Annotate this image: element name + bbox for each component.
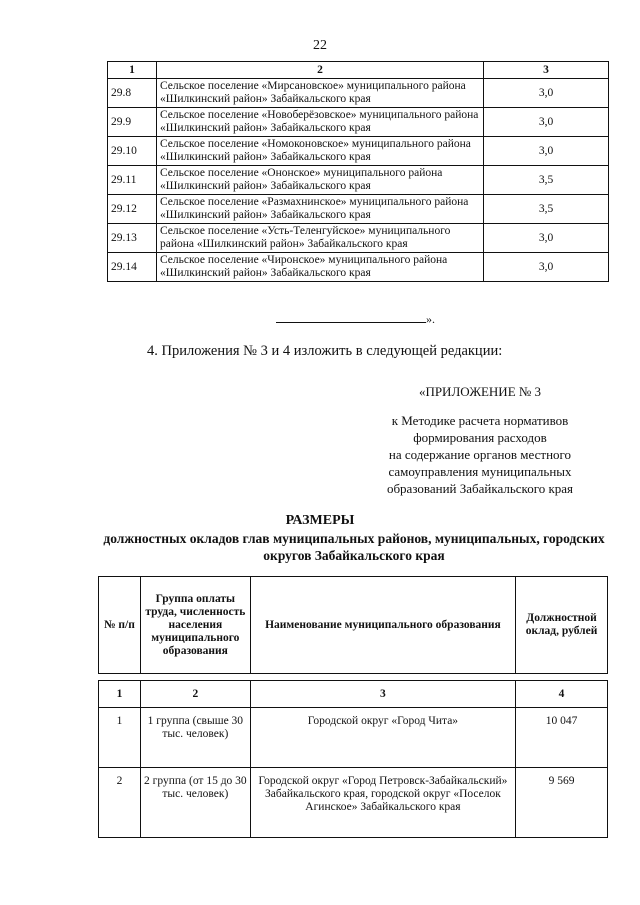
column-number: 2 <box>140 681 250 708</box>
column-number: 1 <box>99 681 141 708</box>
coefficient-value: 3,0 <box>484 79 609 108</box>
column-header-group: Группа оплаты труда, численность населения муниципального образования <box>140 577 250 674</box>
column-header: 3 <box>484 62 609 79</box>
settlement-name: Сельское поселение «Размахнинское» муниципального района «Шилкинский район» Забайкальского края <box>157 195 484 224</box>
table-row <box>108 137 609 166</box>
column-number: 3 <box>250 681 515 708</box>
table-row <box>108 79 609 108</box>
coefficient-value: 3,0 <box>484 108 609 137</box>
column-header-salary: Должностной оклад, рублей <box>516 577 608 674</box>
appendix-line: на содержание органов местного <box>388 447 572 462</box>
sizes-title: РАЗМЕРЫ <box>285 513 355 528</box>
column-number: 4 <box>516 681 608 708</box>
row-number: 1 <box>99 708 141 768</box>
row-number: 29.12 <box>108 195 157 224</box>
table-spacer <box>99 674 608 681</box>
table-row <box>108 108 609 137</box>
row-number: 29.8 <box>108 79 157 108</box>
row-number: 29.14 <box>108 253 157 282</box>
table-header-row <box>99 577 608 674</box>
appendix-line: самоуправления муниципальных <box>388 464 572 479</box>
row-number: 29.9 <box>108 108 157 137</box>
closing-quote: ». <box>426 312 435 326</box>
municipality-name: Городской округ «Город Петровск-Забайкальский» Забайкальского края, городской округ «Поселок Агинское» Забайкальского края <box>250 768 515 838</box>
pay-group: 2 группа (от 15 до 30 тыс. человек) <box>140 768 250 838</box>
table-row <box>108 224 609 253</box>
settlements-table <box>107 61 609 282</box>
coefficient-value: 3,0 <box>484 253 609 282</box>
table-row <box>108 253 609 282</box>
table-row <box>99 768 608 838</box>
pay-group: 1 группа (свыше 30 тыс. человек) <box>140 708 250 768</box>
appendix-title: «ПРИЛОЖЕНИЕ № 3 <box>418 384 542 399</box>
closing-line <box>276 312 435 327</box>
salary-value: 9 569 <box>516 768 608 838</box>
settlement-name: Сельское поселение «Усть-Теленгуйское» муниципального района «Шилкинский район» Забайкальского края <box>157 224 484 253</box>
appendix-line: формирования расходов <box>413 430 547 445</box>
page-number: 22 <box>313 38 327 53</box>
table-header-row <box>108 62 609 79</box>
row-number: 29.11 <box>108 166 157 195</box>
appendix-line: к Методике расчета нормативов <box>391 413 569 428</box>
coefficient-value: 3,0 <box>484 137 609 166</box>
settlement-name: Сельское поселение «Новоберёзовское» муниципального района «Шилкинский район» Забайкальского края <box>157 108 484 137</box>
coefficient-value: 3,5 <box>484 166 609 195</box>
coefficient-value: 3,0 <box>484 224 609 253</box>
row-number: 29.10 <box>108 137 157 166</box>
column-header: 2 <box>157 62 484 79</box>
table-row <box>99 708 608 768</box>
settlement-name: Сельское поселение «Мирсановское» муниципального района «Шилкинский район» Забайкальского края <box>157 79 484 108</box>
settlement-name: Сельское поселение «Чиронское» муниципального района «Шилкинский район» Забайкальского края <box>157 253 484 282</box>
settlement-name: Сельское поселение «Ононское» муниципального района «Шилкинский район» Забайкальского края <box>157 166 484 195</box>
column-header: 1 <box>108 62 157 79</box>
salaries-table <box>98 576 608 838</box>
underline-rule <box>276 312 426 323</box>
table-row <box>108 195 609 224</box>
table-row <box>108 166 609 195</box>
column-header-number: № п/п <box>99 577 141 674</box>
row-number: 29.13 <box>108 224 157 253</box>
municipality-name: Городской округ «Город Чита» <box>250 708 515 768</box>
appendix-line: образований Забайкальского края <box>386 481 574 496</box>
row-number: 2 <box>99 768 141 838</box>
sizes-subtitle: должностных окладов глав муниципальных районов, муниципальных, городских округов Забайкальского края <box>103 531 605 563</box>
coefficient-value: 3,5 <box>484 195 609 224</box>
column-header-name: Наименование муниципального образования <box>250 577 515 674</box>
column-number-row <box>99 681 608 708</box>
paragraph-4: 4. Приложения № 3 и 4 изложить в следующей редакции: <box>147 343 503 359</box>
salary-value: 10 047 <box>516 708 608 768</box>
settlement-name: Сельское поселение «Номоконовское» муниципального района «Шилкинский район» Забайкальского края <box>157 137 484 166</box>
appendix-heading <box>345 383 615 497</box>
